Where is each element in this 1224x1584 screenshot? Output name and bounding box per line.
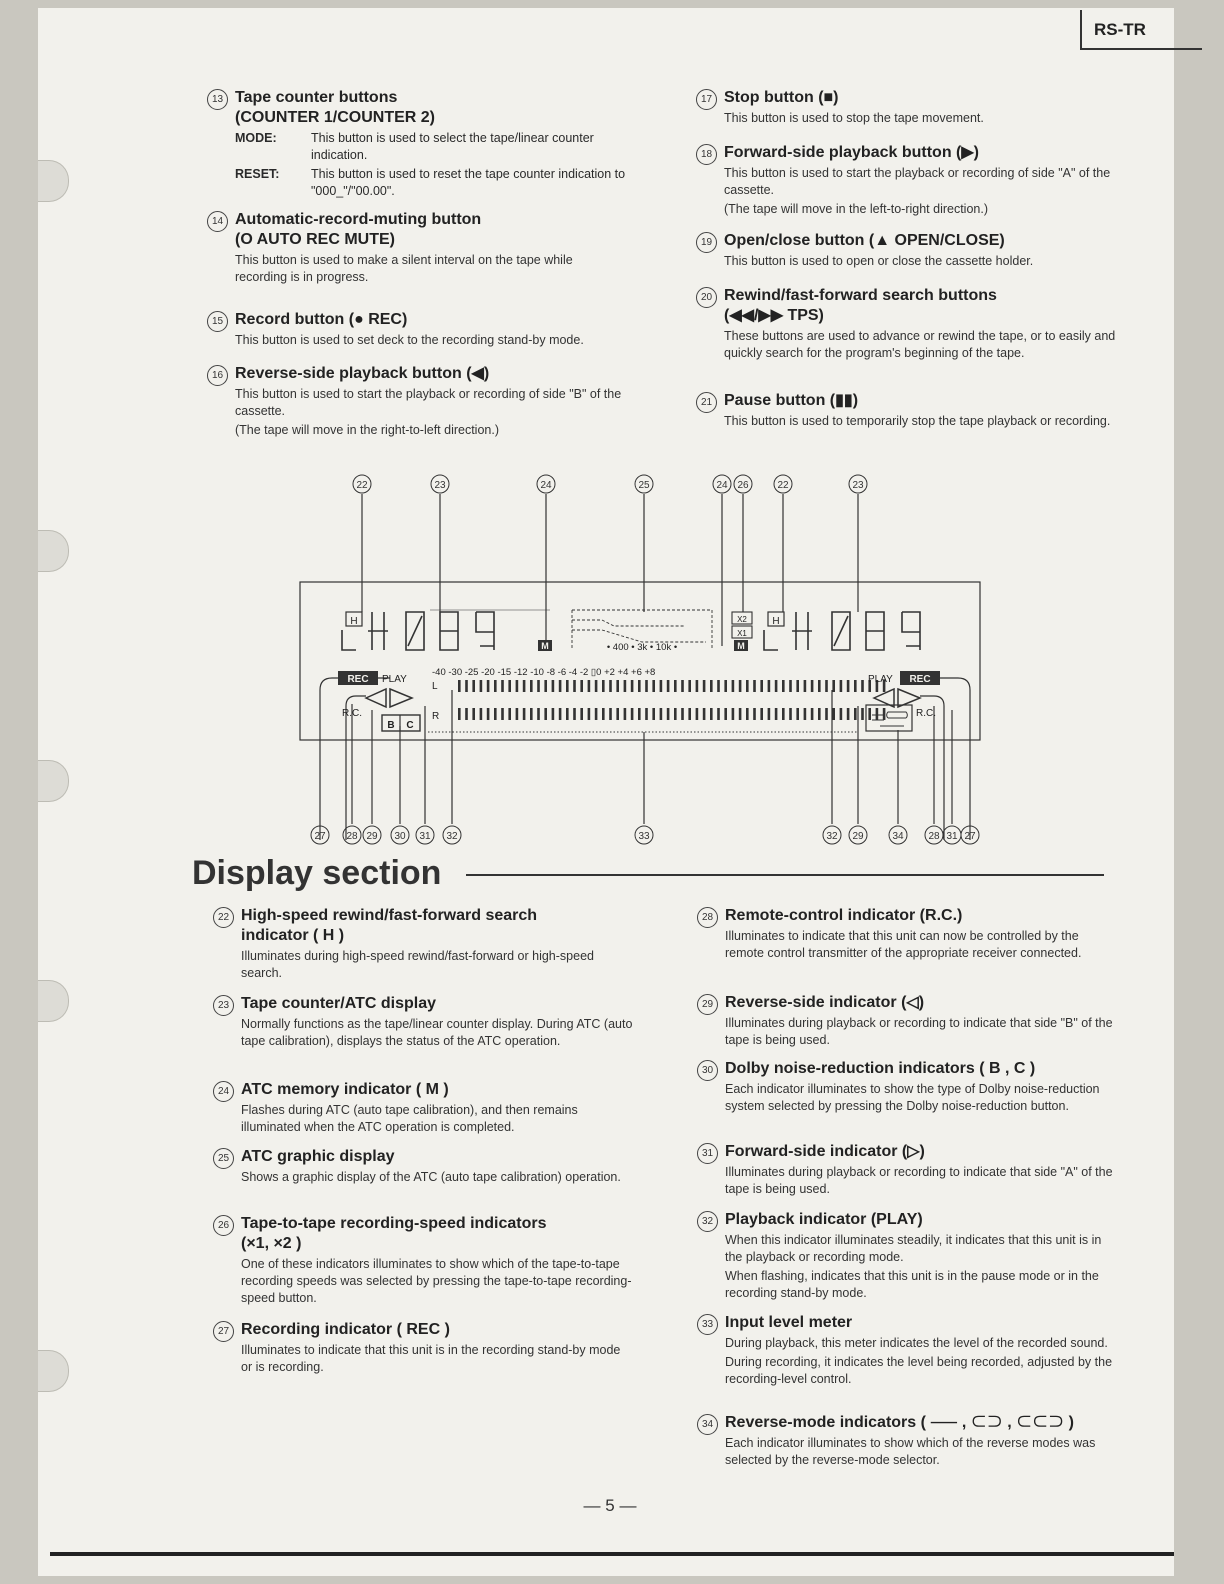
item-description: This button is used to set deck to the recording stand-by mode. xyxy=(235,333,584,347)
meter-segment-left xyxy=(573,680,576,692)
definition-row xyxy=(235,166,627,200)
meter-segment-left xyxy=(465,680,468,692)
item-title-line2: (◀◀/▶▶ TPS) xyxy=(724,307,824,324)
definition-row xyxy=(235,130,627,164)
meter-segment-left xyxy=(674,680,677,692)
display-item-22 xyxy=(213,906,633,982)
meter-segment-right xyxy=(516,708,519,720)
page-number: — 5 — xyxy=(583,1496,637,1515)
item-number: 23 xyxy=(213,995,234,1016)
item-description: Flashes during ATC (auto tape calibration), and then remains illuminated when the ATC operation is completed. xyxy=(241,1103,578,1134)
callout-number: 23 xyxy=(852,480,864,491)
meter-segment-right xyxy=(840,708,843,720)
item-description: One of these indicators illuminates to show which of the tape-to-tape recording speeds was selected by pressing the tape-to-tape recording-speed button. xyxy=(241,1257,632,1305)
meter-segment-right xyxy=(804,708,807,720)
meter-segment-left xyxy=(796,680,799,692)
h-label-right: H xyxy=(772,616,780,627)
rc-label-left: R.C. xyxy=(342,708,362,719)
meter-segment-right xyxy=(660,708,663,720)
item-16 xyxy=(207,364,627,439)
meter-segment-right xyxy=(602,708,605,720)
meter-segment-left xyxy=(624,680,627,692)
meter-segment-right xyxy=(465,708,468,720)
item-title: Rewind/fast-forward search buttons xyxy=(724,287,997,304)
item-title: Input level meter xyxy=(725,1314,853,1331)
meter-segment-left xyxy=(753,680,756,692)
item-title: High-speed rewind/fast-forward search xyxy=(241,907,538,924)
meter-segment-right xyxy=(595,708,598,720)
meter-segment-right xyxy=(832,708,835,720)
meter-segment-right xyxy=(811,708,814,720)
meter-segment-right xyxy=(573,708,576,720)
frequency-label: • 400 • 3k • 10k • xyxy=(606,642,678,653)
callout-number: 27 xyxy=(964,831,976,842)
callout-number: 24 xyxy=(716,480,728,491)
m-label-right: M xyxy=(737,641,745,651)
model-number: RS-TR xyxy=(1094,20,1146,39)
meter-segment-left xyxy=(825,680,828,692)
meter-segment-right xyxy=(710,708,713,720)
meter-segment-right xyxy=(739,708,742,720)
meter-segment-left xyxy=(588,680,591,692)
item-title: Tape counter/ATC display xyxy=(241,995,436,1012)
input-level-meter xyxy=(458,680,885,720)
meter-segment-right xyxy=(717,708,720,720)
meter-segment-right xyxy=(760,708,763,720)
item-13 xyxy=(207,88,627,200)
callout-numbers xyxy=(311,475,979,844)
display-item-27 xyxy=(213,1320,633,1376)
counter-digits-left xyxy=(342,612,494,650)
meter-segment-left xyxy=(480,680,483,692)
item-number: 13 xyxy=(207,89,228,110)
item-number: 25 xyxy=(213,1148,234,1169)
reverse-side-indicator-left xyxy=(366,689,386,707)
meter-segment-right xyxy=(681,708,684,720)
item-number: 27 xyxy=(213,1321,234,1342)
meter-segment-left xyxy=(616,680,619,692)
play-label-left: PLAY xyxy=(382,674,407,685)
meter-segment-right xyxy=(868,708,871,720)
meter-segment-left xyxy=(681,680,684,692)
meter-segment-left xyxy=(472,680,475,692)
meter-segment-left xyxy=(768,680,771,692)
item-description: This button is used to make a silent interval on the tape while recording is in progress. xyxy=(235,253,573,284)
meter-segment-left xyxy=(559,680,562,692)
meter-segment-right xyxy=(566,708,569,720)
meter-segment-left xyxy=(811,680,814,692)
meter-segment-right xyxy=(537,708,540,720)
item-number: 24 xyxy=(213,1081,234,1102)
item-number: 30 xyxy=(697,1060,718,1081)
meter-segment-right xyxy=(487,708,490,720)
meter-segment-right xyxy=(588,708,591,720)
meter-segment-right xyxy=(508,708,511,720)
item-number: 15 xyxy=(207,311,228,332)
item-description: Illuminates to indicate that this unit can now be controlled by the remote control transmitter of the appropriate receiver connected. xyxy=(725,929,1082,960)
meter-segment-left xyxy=(609,680,612,692)
meter-segment-right xyxy=(616,708,619,720)
meter-segment-right xyxy=(624,708,627,720)
callout-number: 22 xyxy=(777,480,789,491)
meter-segment-left xyxy=(602,680,605,692)
display-item-28 xyxy=(697,906,1115,962)
meter-segment-right xyxy=(645,708,648,720)
meter-segment-left xyxy=(717,680,720,692)
meter-segment-right xyxy=(480,708,483,720)
meter-segment-right xyxy=(861,708,864,720)
item-number: 22 xyxy=(213,907,234,928)
section-rule xyxy=(466,874,1104,876)
item-description: This button is used to temporarily stop the tape playback or recording. xyxy=(724,414,1111,428)
meter-segment-left xyxy=(775,680,778,692)
callout-number: 28 xyxy=(346,831,358,842)
meter-segment-left xyxy=(724,680,727,692)
meter-segment-right xyxy=(703,708,706,720)
callout-number: 26 xyxy=(737,480,749,491)
meter-segment-right xyxy=(753,708,756,720)
item-title: Reverse-mode indicators ( ⸺ , ⊂⊃ , ⊂⊂⊃ ) xyxy=(725,1414,1074,1431)
callout-number: 24 xyxy=(540,480,552,491)
item-number: 17 xyxy=(696,89,717,110)
meter-segment-left xyxy=(638,680,641,692)
left-channel-label: L xyxy=(432,681,438,692)
level-scale-label: -40 -30 -25 -20 -15 -12 -10 -8 -6 -4 -2 ▯0 +2 +4 +6 +8 xyxy=(432,667,656,678)
item-number: 26 xyxy=(213,1215,234,1236)
item-description: This button is used to start the playback or recording of side "B" of the cassette. xyxy=(235,387,622,418)
m-label: M xyxy=(541,641,549,651)
meter-segment-right xyxy=(552,708,555,720)
callout-number: 31 xyxy=(419,831,431,842)
bottom-rule xyxy=(50,1552,1174,1556)
item-description: Illuminates during playback or recording to indicate that side "A" of the tape is being used. xyxy=(725,1165,1113,1196)
item-title: Remote-control indicator (R.C.) xyxy=(725,907,963,924)
meter-segment-right xyxy=(847,708,850,720)
meter-segment-right xyxy=(796,708,799,720)
item-title: Automatic-record-muting button xyxy=(235,211,482,228)
forward-side-indicator-left xyxy=(390,689,412,707)
forward-side-indicator-right xyxy=(898,689,920,707)
meter-segment-left xyxy=(854,680,857,692)
callout-number: 28 xyxy=(928,831,940,842)
item-title: Stop button (■) xyxy=(724,89,839,106)
display-item-25 xyxy=(213,1147,633,1186)
meter-segment-right xyxy=(746,708,749,720)
item-description: Illuminates to indicate that this unit is in the recording stand-by mode or is recording. xyxy=(241,1343,621,1374)
item-number: 16 xyxy=(207,365,228,386)
callout-number: 29 xyxy=(852,831,864,842)
callout-number: 29 xyxy=(366,831,378,842)
item-title: Forward-side indicator (▷) xyxy=(725,1143,925,1160)
meter-segment-left xyxy=(818,680,821,692)
meter-segment-left xyxy=(645,680,648,692)
meter-segment-left xyxy=(523,680,526,692)
item-17 xyxy=(696,88,1116,127)
meter-segment-left xyxy=(840,680,843,692)
item-20 xyxy=(696,286,1116,362)
play-label-right: PLAY xyxy=(868,674,893,685)
meter-segment-right xyxy=(724,708,727,720)
meter-segment-right xyxy=(472,708,475,720)
item-title-line2: indicator ( H ) xyxy=(241,927,345,944)
item-number: 34 xyxy=(697,1414,718,1435)
x2-label: X2 xyxy=(737,615,747,624)
item-title: Pause button (▮▮) xyxy=(724,392,859,409)
callout-number: 22 xyxy=(356,480,368,491)
item-title: Playback indicator (PLAY) xyxy=(725,1211,923,1228)
meter-segment-right xyxy=(523,708,526,720)
display-item-23 xyxy=(213,994,633,1050)
meter-segment-right xyxy=(768,708,771,720)
callout-number: 23 xyxy=(434,480,446,491)
item-description-note: (The tape will move in the left-to-right direction.) xyxy=(724,202,988,216)
definition-term: MODE: xyxy=(235,131,277,145)
item-number: 31 xyxy=(697,1143,718,1164)
item-number: 20 xyxy=(696,287,717,308)
item-title: Reverse-side playback button (◀) xyxy=(235,365,490,382)
meter-segment-left xyxy=(847,680,850,692)
item-number: 18 xyxy=(696,144,717,165)
meter-segment-left xyxy=(660,680,663,692)
callout-number: 33 xyxy=(638,831,650,842)
meter-segment-right xyxy=(883,708,886,720)
item-description: Shows a graphic display of the ATC (auto tape calibration) operation. xyxy=(241,1170,621,1184)
definition-text: This button is used to select the tape/linear counter indication. xyxy=(311,131,594,162)
callout-leader-lines xyxy=(352,494,952,824)
definition-text: This button is used to reset the tape counter indication to "000_"/"00.00". xyxy=(311,167,626,198)
item-title: Recording indicator ( REC ) xyxy=(241,1321,450,1338)
meter-segment-right xyxy=(580,708,583,720)
meter-segment-left xyxy=(703,680,706,692)
meter-segment-left xyxy=(595,680,598,692)
meter-segment-left xyxy=(732,680,735,692)
meter-segment-left xyxy=(696,680,699,692)
meter-segment-right xyxy=(782,708,785,720)
item-14 xyxy=(207,210,627,286)
meter-segment-left xyxy=(710,680,713,692)
callout-number: 31 xyxy=(946,831,958,842)
meter-segment-right xyxy=(631,708,634,720)
meter-segment-left xyxy=(530,680,533,692)
b-label: B xyxy=(387,720,395,731)
meter-segment-left xyxy=(487,680,490,692)
meter-segment-left xyxy=(746,680,749,692)
item-description: This button is used to stop the tape movement. xyxy=(724,111,984,125)
section-title: Display section xyxy=(192,854,442,892)
rec-label-right: REC xyxy=(909,674,931,685)
meter-segment-left xyxy=(580,680,583,692)
meter-segment-right xyxy=(638,708,641,720)
item-description: This button is used to start the playback or recording of side "A" of the cassette. xyxy=(724,166,1111,197)
item-18 xyxy=(696,143,1116,218)
item-title: Forward-side playback button (▶) xyxy=(724,144,979,161)
meter-segment-left xyxy=(537,680,540,692)
counter-digits-right xyxy=(764,612,920,650)
meter-segment-left xyxy=(552,680,555,692)
display-item-30 xyxy=(697,1059,1115,1115)
item-15 xyxy=(207,310,627,349)
meter-segment-left xyxy=(566,680,569,692)
display-item-26 xyxy=(213,1214,633,1307)
item-description: Each indicator illuminates to show the type of Dolby noise-reduction system selected by pressing the Dolby noise-reduction button. xyxy=(725,1082,1100,1113)
item-number: 32 xyxy=(697,1211,718,1232)
item-title: ATC graphic display xyxy=(241,1148,395,1165)
display-item-33 xyxy=(697,1313,1115,1388)
rc-label-right: R.C. xyxy=(916,708,936,719)
callout-number: 34 xyxy=(892,831,904,842)
callout-number: 30 xyxy=(394,831,406,842)
meter-segment-right xyxy=(458,708,461,720)
meter-segment-left xyxy=(494,680,497,692)
meter-segment-right xyxy=(825,708,828,720)
meter-segment-right xyxy=(667,708,670,720)
callout-number: 25 xyxy=(638,480,650,491)
item-19 xyxy=(696,231,1116,270)
display-item-29 xyxy=(697,993,1115,1049)
item-description-note: During recording, it indicates the level being recorded, adjusted by the recording-level control. xyxy=(725,1355,1113,1386)
meter-segment-left xyxy=(688,680,691,692)
item-description: During playback, this meter indicates the level of the recorded sound. xyxy=(725,1336,1108,1350)
item-number: 19 xyxy=(696,232,717,253)
item-number: 14 xyxy=(207,211,228,232)
item-title: Open/close button (▲ OPEN/CLOSE) xyxy=(724,232,1005,249)
item-number: 28 xyxy=(697,907,718,928)
display-diagram xyxy=(280,470,1000,850)
item-description: Illuminates during high-speed rewind/fast-forward or high-speed search. xyxy=(241,949,594,980)
meter-segment-left xyxy=(516,680,519,692)
c-label: C xyxy=(406,720,414,731)
meter-segment-right xyxy=(652,708,655,720)
meter-segment-right xyxy=(732,708,735,720)
item-number: 21 xyxy=(696,392,717,413)
meter-segment-right xyxy=(854,708,857,720)
h-label-left: H xyxy=(350,616,358,627)
item-description: This button is used to open or close the cassette holder. xyxy=(724,254,1034,268)
callout-number: 32 xyxy=(446,831,458,842)
meter-segment-left xyxy=(804,680,807,692)
meter-segment-right xyxy=(609,708,612,720)
item-title: Reverse-side indicator (◁) xyxy=(725,994,925,1011)
item-description: Illuminates during playback or recording to indicate that side "B" of the tape is being used. xyxy=(725,1016,1113,1047)
item-21 xyxy=(696,391,1116,430)
meter-segment-right xyxy=(688,708,691,720)
meter-segment-right xyxy=(530,708,533,720)
definition-term: RESET: xyxy=(235,167,280,181)
right-channel-label: R xyxy=(432,711,440,722)
meter-segment-left xyxy=(544,680,547,692)
meter-segment-left xyxy=(667,680,670,692)
meter-segment-left xyxy=(739,680,742,692)
x1-label: X1 xyxy=(737,629,747,638)
meter-segment-right xyxy=(696,708,699,720)
item-title-line2: (×1, ×2 ) xyxy=(241,1235,302,1252)
item-description: Normally functions as the tape/linear counter display. During ATC (auto tape calibration), displays the status of the ATC operation. xyxy=(241,1017,633,1048)
rec-label-left: REC xyxy=(347,674,369,685)
item-number: 33 xyxy=(697,1314,718,1335)
meter-segment-right xyxy=(789,708,792,720)
callout-number: 32 xyxy=(826,831,838,842)
meter-segment-left xyxy=(508,680,511,692)
meter-segment-left xyxy=(832,680,835,692)
item-description: These buttons are used to advance or rewind the tape, or to easily and quickly search for the program's beginning of the tape. xyxy=(724,329,1116,360)
meter-segment-right xyxy=(559,708,562,720)
item-title-line2: (O AUTO REC MUTE) xyxy=(235,231,395,248)
item-title: ATC memory indicator ( M ) xyxy=(241,1081,449,1098)
meter-segment-left xyxy=(782,680,785,692)
meter-segment-left xyxy=(501,680,504,692)
item-number: 29 xyxy=(697,994,718,1015)
meter-segment-left xyxy=(652,680,655,692)
display-item-31 xyxy=(697,1142,1115,1198)
item-description: Each indicator illuminates to show which of the reverse modes was selected by the reverse-mode selector. xyxy=(725,1436,1096,1467)
meter-segment-right xyxy=(501,708,504,720)
meter-segment-right xyxy=(494,708,497,720)
meter-segment-right xyxy=(775,708,778,720)
meter-segment-right xyxy=(876,708,879,720)
meter-segment-right xyxy=(674,708,677,720)
item-title: Tape counter buttons xyxy=(235,89,398,106)
meter-segment-right xyxy=(544,708,547,720)
item-title: Dolby noise-reduction indicators ( B , C ) xyxy=(725,1060,1036,1077)
meter-segment-left xyxy=(631,680,634,692)
meter-segment-left xyxy=(760,680,763,692)
item-description: When this indicator illuminates steadily, it indicates that this unit is in the playback or recording mode. xyxy=(725,1233,1102,1264)
callout-number: 27 xyxy=(314,831,326,842)
display-item-24 xyxy=(213,1080,633,1136)
display-item-34 xyxy=(697,1413,1115,1469)
item-title: Tape-to-tape recording-speed indicators xyxy=(241,1215,547,1232)
item-description-note: (The tape will move in the right-to-left direction.) xyxy=(235,423,499,437)
meter-segment-left xyxy=(861,680,864,692)
item-title: Record button (● REC) xyxy=(235,311,408,328)
item-title-line2: (COUNTER 1/COUNTER 2) xyxy=(235,109,436,126)
display-item-32 xyxy=(697,1210,1115,1302)
meter-segment-left xyxy=(458,680,461,692)
item-description-note: When flashing, indicates that this unit is in the pause mode or in the recording stand-by mode. xyxy=(725,1269,1099,1300)
meter-segment-right xyxy=(818,708,821,720)
meter-segment-left xyxy=(789,680,792,692)
